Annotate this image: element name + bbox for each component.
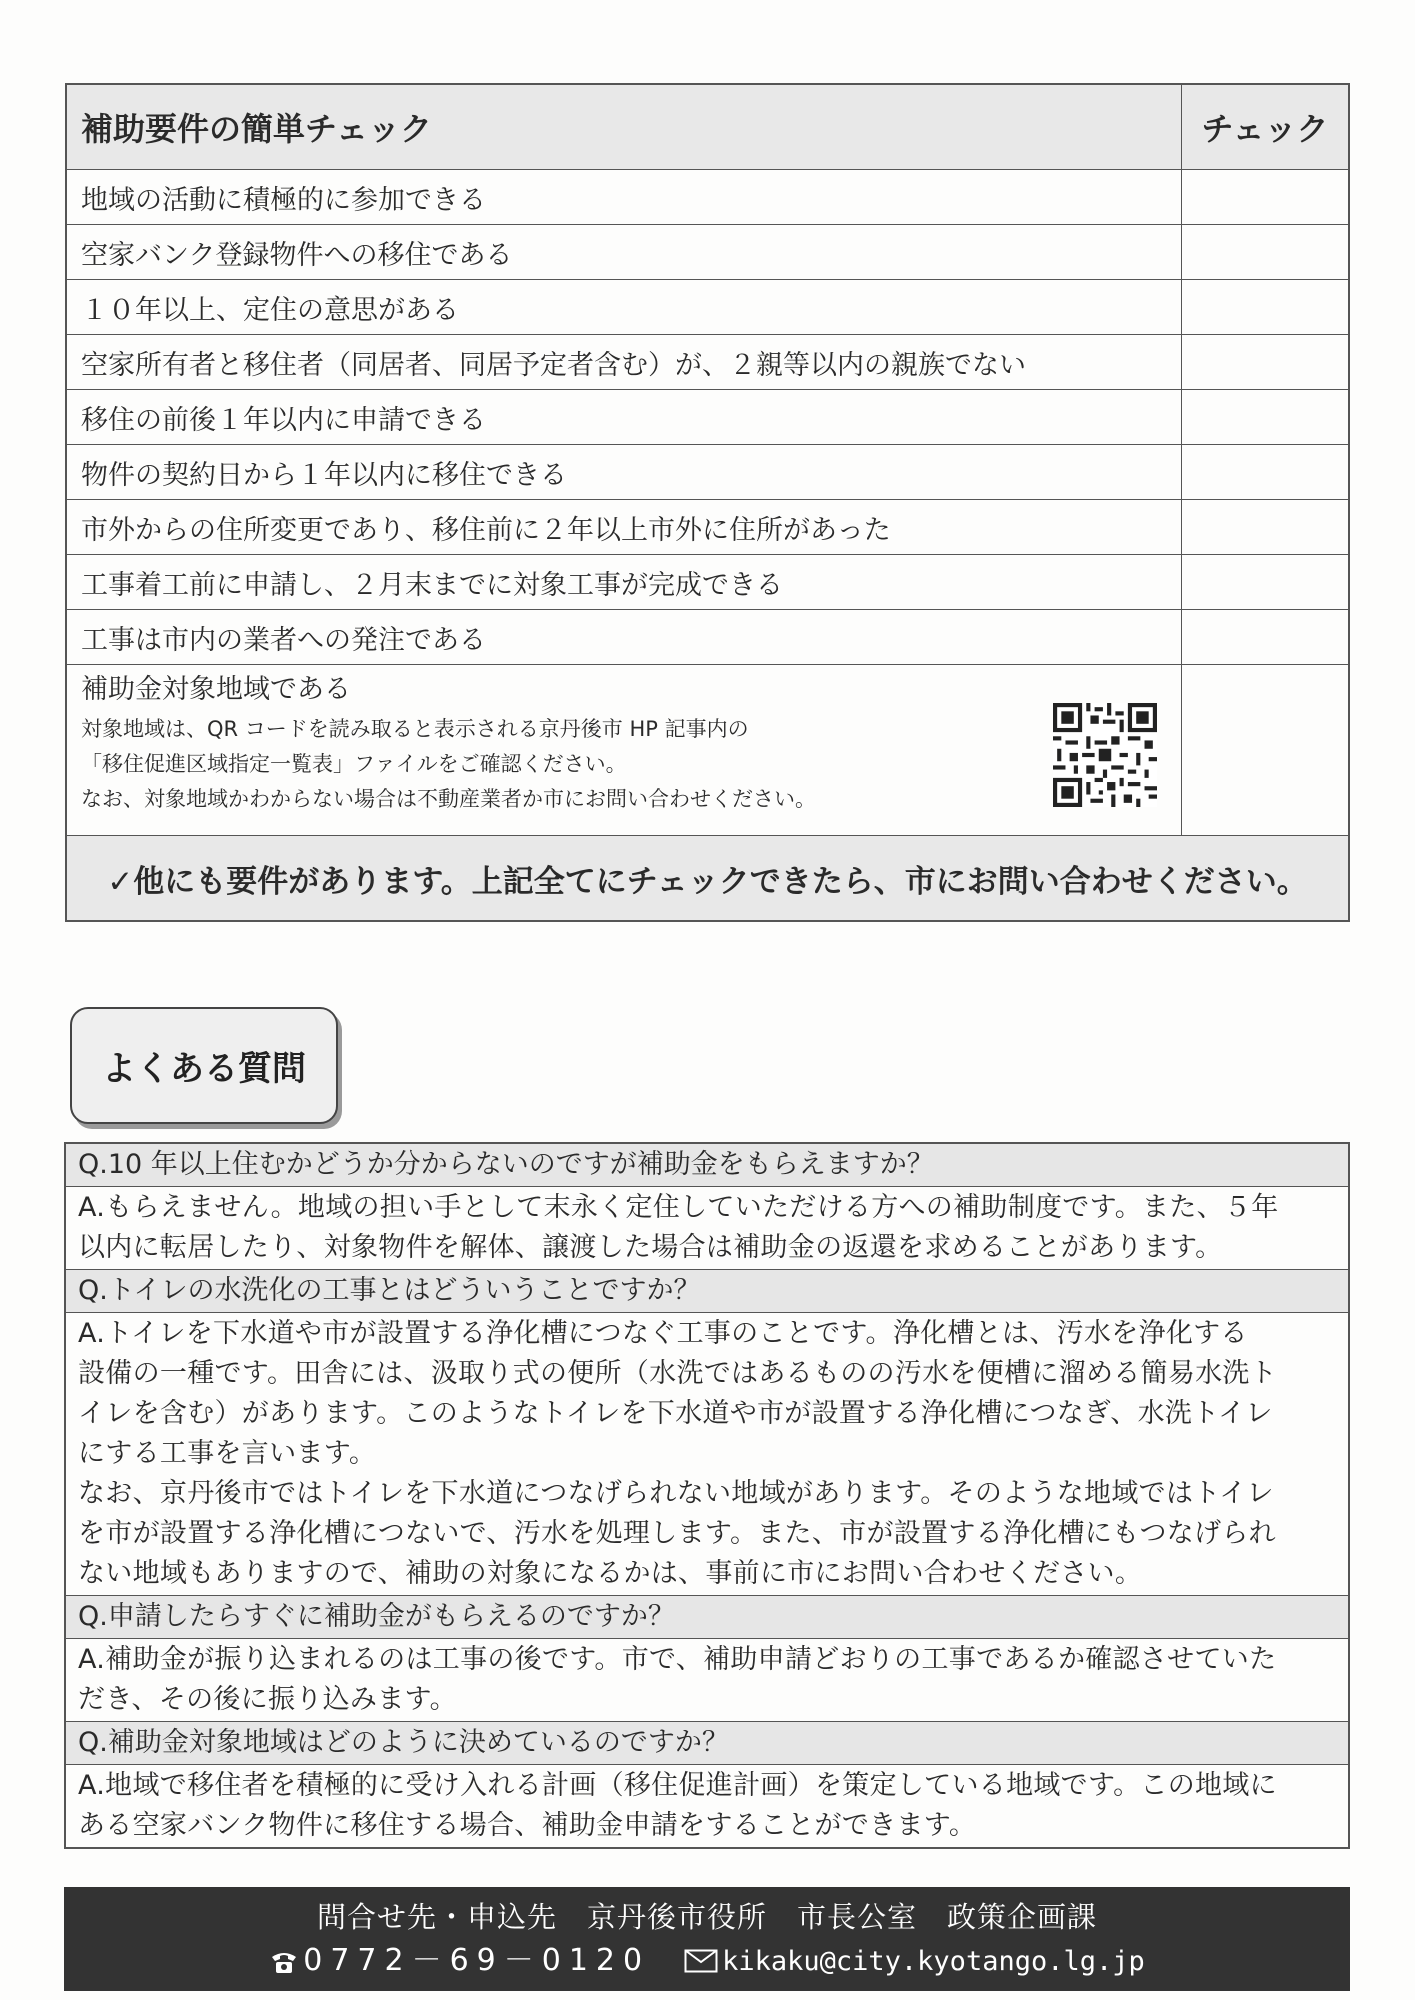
checklist-footer-row bbox=[67, 836, 1348, 920]
checklist-row bbox=[67, 610, 1348, 665]
faq-answer-line: にする工事を言います。 bbox=[78, 1438, 377, 1469]
phone-number: 0772－69－0120 bbox=[303, 1943, 651, 1978]
checkbox-cell[interactable] bbox=[1181, 170, 1348, 224]
faq-answer-line: A.トイレを下水道や市が設置する浄化槽につなぐ工事のことです。浄化槽とは、汚水を浄化する bbox=[78, 1318, 1248, 1349]
checklist-row bbox=[67, 500, 1348, 555]
faq-answer-line: 以内に転居したり、対象物件を解体、譲渡した場合は補助金の返還を求めることがあります。 bbox=[78, 1232, 1223, 1263]
contact-details bbox=[269, 1939, 1145, 1984]
checklist-item-label: 空家バンク登録物件への移住である bbox=[81, 239, 513, 271]
contact-footer bbox=[64, 1887, 1350, 1991]
checklist-row-target-area bbox=[67, 665, 1348, 836]
target-area-note: 「移住促進区域指定一覧表」ファイルをご確認ください。 bbox=[81, 752, 627, 776]
faq-answer bbox=[66, 1313, 1348, 1596]
checklist-row bbox=[67, 225, 1348, 280]
checklist-item-label: 地域の活動に積極的に参加できる bbox=[81, 184, 486, 216]
checklist-header-row bbox=[67, 85, 1348, 170]
faq-answer bbox=[66, 1765, 1348, 1847]
checklist-row bbox=[67, 280, 1348, 335]
faq-answer-line: イレを含む）があります。このようなトイレを下水道や市が設置する浄化槽につなぎ、水洗トイレ bbox=[78, 1398, 1273, 1429]
checklist-footer-note: ✓他にも要件があります。上記全てにチェックできたら、市にお問い合わせください。 bbox=[107, 863, 1308, 900]
faq-answer bbox=[66, 1187, 1348, 1270]
faq-table bbox=[64, 1142, 1350, 1849]
faq-answer-line: だき、その後に振り込みます。 bbox=[78, 1684, 457, 1715]
checkbox-cell[interactable] bbox=[1181, 665, 1348, 835]
checklist-title: 補助要件の簡単チェック bbox=[81, 110, 433, 148]
checklist-item-label: 物件の契約日から１年以内に移住できる bbox=[81, 459, 567, 491]
checkbox-cell[interactable] bbox=[1181, 280, 1348, 334]
checkbox-cell[interactable] bbox=[1181, 390, 1348, 444]
check-column-header: チェック bbox=[1181, 85, 1348, 169]
faq-question: Q.補助金対象地域はどのように決めているのですか？ bbox=[66, 1722, 1348, 1765]
phone-icon bbox=[269, 1949, 299, 1975]
checkbox-cell[interactable] bbox=[1181, 225, 1348, 279]
faq-answer-line: ない地域もありますので、補助の対象になるかは、事前に市にお問い合わせください。 bbox=[78, 1558, 1143, 1589]
email-address: kikaku@city.kyotango.lg.jp bbox=[722, 1945, 1145, 1977]
checklist-row bbox=[67, 335, 1348, 390]
checklist-row bbox=[67, 445, 1348, 500]
checkbox-cell[interactable] bbox=[1181, 445, 1348, 499]
checkbox-cell[interactable] bbox=[1181, 555, 1348, 609]
faq-question: Q.10 年以上住むかどうか分からないのですが補助金をもらえますか？ bbox=[66, 1144, 1348, 1187]
checklist-row bbox=[67, 170, 1348, 225]
faq-answer-line: A.補助金が振り込まれるのは工事の後です。市で、補助申請どおりの工事であるか確認させていた bbox=[78, 1644, 1277, 1675]
faq-answer-line: を市が設置する浄化槽につないで、汚水を処理します。また、市が設置する浄化槽にもつなげられ bbox=[78, 1518, 1276, 1549]
faq-answer-line: なお、京丹後市ではトイレを下水道につなげられない地域があります。そのような地域ではトイレ bbox=[78, 1478, 1274, 1509]
target-area-note: 対象地域は、QR コードを読み取ると表示される京丹後市 HP 記事内の bbox=[81, 717, 749, 741]
target-area-title: 補助金対象地域である bbox=[81, 674, 351, 705]
contact-phone[interactable] bbox=[269, 1939, 650, 1983]
faq-question: Q.申請したらすぐに補助金がもらえるのですか？ bbox=[66, 1596, 1348, 1639]
checklist-row bbox=[67, 555, 1348, 610]
faq-answer-line: A.地域で移住者を積極的に受け入れる計画（移住促進計画）を策定している地域です。この地域に bbox=[78, 1770, 1277, 1801]
checklist-row bbox=[67, 390, 1348, 445]
contact-email[interactable] bbox=[684, 1939, 1145, 1984]
target-area-cell bbox=[67, 665, 1181, 835]
checkbox-cell[interactable] bbox=[1181, 610, 1348, 664]
faq-answer bbox=[66, 1639, 1348, 1722]
checkbox-cell[interactable] bbox=[1181, 335, 1348, 389]
faq-heading: よくある質問 bbox=[70, 1007, 338, 1124]
contact-office: 問合せ先・申込先 京丹後市役所 市長公室 政策企画課 bbox=[316, 1899, 1097, 1934]
checklist-item-label: 工事着工前に申請し、２月末までに対象工事が完成できる bbox=[81, 569, 783, 601]
faq-answer-line: A.もらえません。地域の担い手として末永く定住していただける方への補助制度です。また、５年 bbox=[78, 1192, 1279, 1223]
checklist-item-label: 空家所有者と移住者（同居者、同居予定者含む）が、２親等以内の親族でない bbox=[81, 349, 1026, 381]
checklist-item-label: 市外からの住所変更であり、移住前に２年以上市外に住所があった bbox=[81, 514, 891, 546]
checkbox-cell[interactable] bbox=[1181, 500, 1348, 554]
checklist-item-label: 移住の前後１年以内に申請できる bbox=[81, 404, 486, 436]
requirements-checklist bbox=[65, 83, 1350, 922]
target-area-note: なお、対象地域かわからない場合は不動産業者か市にお問い合わせください。 bbox=[81, 787, 816, 811]
faq-answer-line: 設備の一種です。田舎には、汲取り式の便所（水洗ではあるものの汚水を便槽に溜める簡易水洗ト bbox=[78, 1358, 1278, 1389]
faq-question: Q.トイレの水洗化の工事とはどういうことですか？ bbox=[66, 1270, 1348, 1313]
envelope-icon bbox=[684, 1949, 718, 1973]
faq-answer-line: ある空家バンク物件に移住する場合、補助金申請をすることができます。 bbox=[78, 1810, 977, 1841]
checklist-item-label: １０年以上、定住の意思がある bbox=[81, 294, 459, 326]
checklist-item-label: 工事は市内の業者への発注である bbox=[81, 624, 486, 656]
qr-code-icon[interactable] bbox=[1053, 703, 1157, 807]
